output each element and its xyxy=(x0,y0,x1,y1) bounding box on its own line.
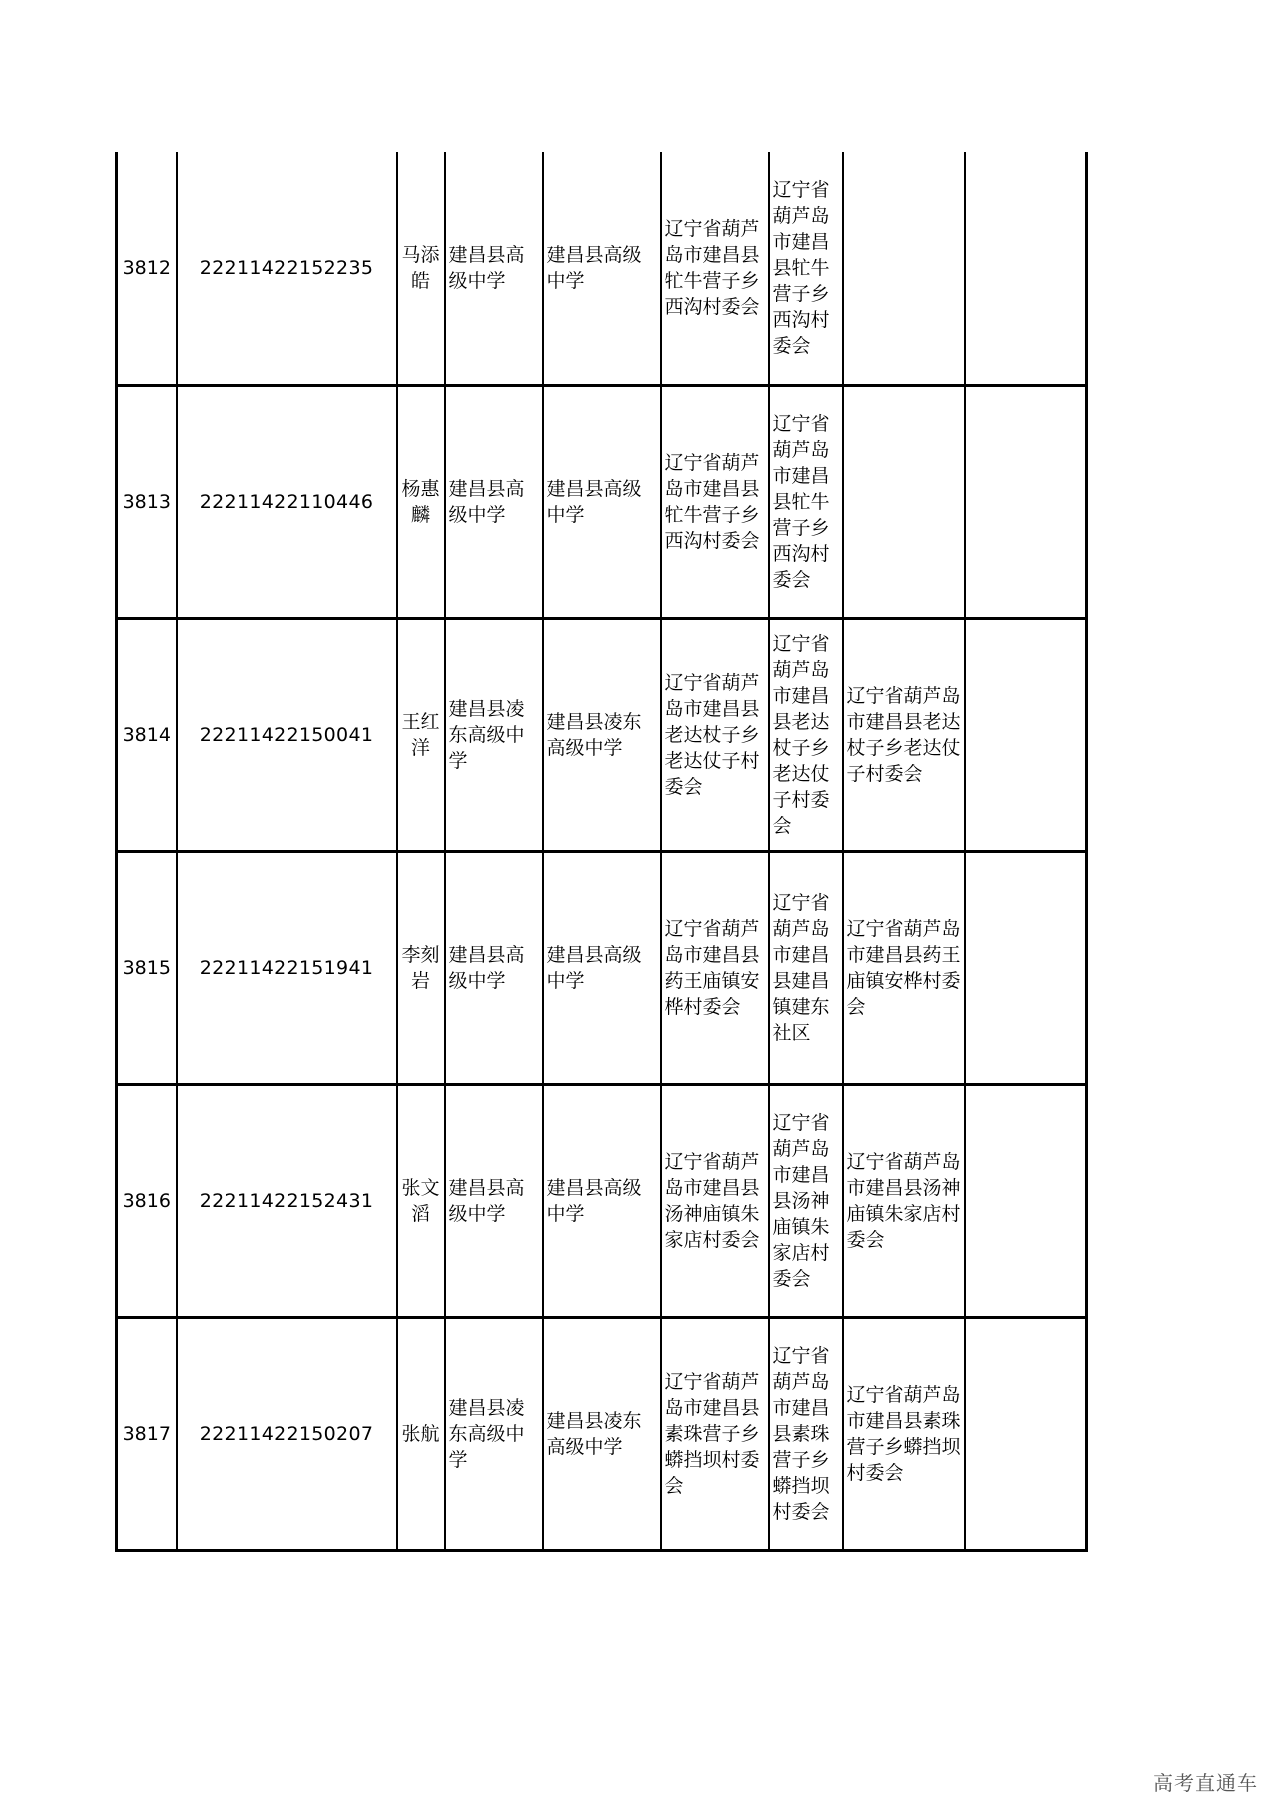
row-number-cell: 3815 xyxy=(117,851,177,1084)
exam-id-cell: 22211422150041 xyxy=(177,618,397,851)
row-number-cell: 3812 xyxy=(117,152,177,385)
exam-id-cell: 22211422152431 xyxy=(177,1084,397,1317)
address-cell-2: 辽宁省葫芦岛市建昌县建昌镇建东社区 xyxy=(769,851,843,1084)
row-number-cell: 3814 xyxy=(117,618,177,851)
remark-cell xyxy=(965,385,1087,618)
registered-school-cell: 建昌县凌东高级中学 xyxy=(543,618,661,851)
address-cell-1: 辽宁省葫芦岛市建昌县牤牛营子乡西沟村委会 xyxy=(661,385,769,618)
address-cell-2: 辽宁省葫芦岛市建昌县老达杖子乡老达仗子村委会 xyxy=(769,618,843,851)
exam-id-cell: 22211422150207 xyxy=(177,1317,397,1550)
remark-cell xyxy=(965,851,1087,1084)
school-cell: 建昌县凌东高级中学 xyxy=(445,1317,543,1550)
exam-id-cell: 22211422152235 xyxy=(177,152,397,385)
roster-body xyxy=(117,152,1087,1550)
student-name-cell: 王红洋 xyxy=(397,618,445,851)
table-row xyxy=(117,1084,1087,1317)
registered-school-cell: 建昌县高级中学 xyxy=(543,851,661,1084)
address-cell-1: 辽宁省葫芦岛市建昌县汤神庙镇朱家店村委会 xyxy=(661,1084,769,1317)
remark-cell xyxy=(965,618,1087,851)
address-cell-3: 辽宁省葫芦岛市建昌县老达杖子乡老达仗子村委会 xyxy=(843,618,965,851)
exam-id-cell: 22211422151941 xyxy=(177,851,397,1084)
table-row xyxy=(117,385,1087,618)
address-cell-1: 辽宁省葫芦岛市建昌县牤牛营子乡西沟村委会 xyxy=(661,152,769,385)
address-cell-1: 辽宁省葫芦岛市建昌县素珠营子乡蟒挡坝村委会 xyxy=(661,1317,769,1550)
remark-cell xyxy=(965,1084,1087,1317)
school-cell: 建昌县高级中学 xyxy=(445,385,543,618)
school-cell: 建昌县凌东高级中学 xyxy=(445,618,543,851)
table-row xyxy=(117,152,1087,385)
student-name-cell: 杨惠麟 xyxy=(397,385,445,618)
row-number-cell: 3817 xyxy=(117,1317,177,1550)
registered-school-cell: 建昌县凌东高级中学 xyxy=(543,1317,661,1550)
address-cell-2: 辽宁省葫芦岛市建昌县素珠营子乡蟒挡坝村委会 xyxy=(769,1317,843,1550)
address-cell-3: 辽宁省葫芦岛市建昌县素珠营子乡蟒挡坝村委会 xyxy=(843,1317,965,1550)
table-row xyxy=(117,618,1087,851)
school-cell: 建昌县高级中学 xyxy=(445,851,543,1084)
student-name-cell: 李刻岩 xyxy=(397,851,445,1084)
remark-cell xyxy=(965,152,1087,385)
student-name-cell: 马添皓 xyxy=(397,152,445,385)
exam-id-cell: 22211422110446 xyxy=(177,385,397,618)
address-cell-2: 辽宁省葫芦岛市建昌县牤牛营子乡西沟村委会 xyxy=(769,385,843,618)
address-cell-2: 辽宁省葫芦岛市建昌县汤神庙镇朱家店村委会 xyxy=(769,1084,843,1317)
student-roster-table xyxy=(115,152,1088,1552)
address-cell-1: 辽宁省葫芦岛市建昌县老达杖子乡老达仗子村委会 xyxy=(661,618,769,851)
watermark-text: 高考直通车 xyxy=(1153,1771,1258,1795)
address-cell-3: 辽宁省葫芦岛市建昌县汤神庙镇朱家店村委会 xyxy=(843,1084,965,1317)
registered-school-cell: 建昌县高级中学 xyxy=(543,152,661,385)
table-row xyxy=(117,851,1087,1084)
student-name-cell: 张文滔 xyxy=(397,1084,445,1317)
address-cell-3 xyxy=(843,152,965,385)
row-number-cell: 3813 xyxy=(117,385,177,618)
school-cell: 建昌县高级中学 xyxy=(445,1084,543,1317)
student-name-cell: 张航 xyxy=(397,1317,445,1550)
address-cell-2: 辽宁省葫芦岛市建昌县牤牛营子乡西沟村委会 xyxy=(769,152,843,385)
remark-cell xyxy=(965,1317,1087,1550)
table-row xyxy=(117,1317,1087,1550)
address-cell-3: 辽宁省葫芦岛市建昌县药王庙镇安桦村委会 xyxy=(843,851,965,1084)
row-number-cell: 3816 xyxy=(117,1084,177,1317)
registered-school-cell: 建昌县高级中学 xyxy=(543,385,661,618)
address-cell-1: 辽宁省葫芦岛市建昌县药王庙镇安桦村委会 xyxy=(661,851,769,1084)
school-cell: 建昌县高级中学 xyxy=(445,152,543,385)
registered-school-cell: 建昌县高级中学 xyxy=(543,1084,661,1317)
address-cell-3 xyxy=(843,385,965,618)
